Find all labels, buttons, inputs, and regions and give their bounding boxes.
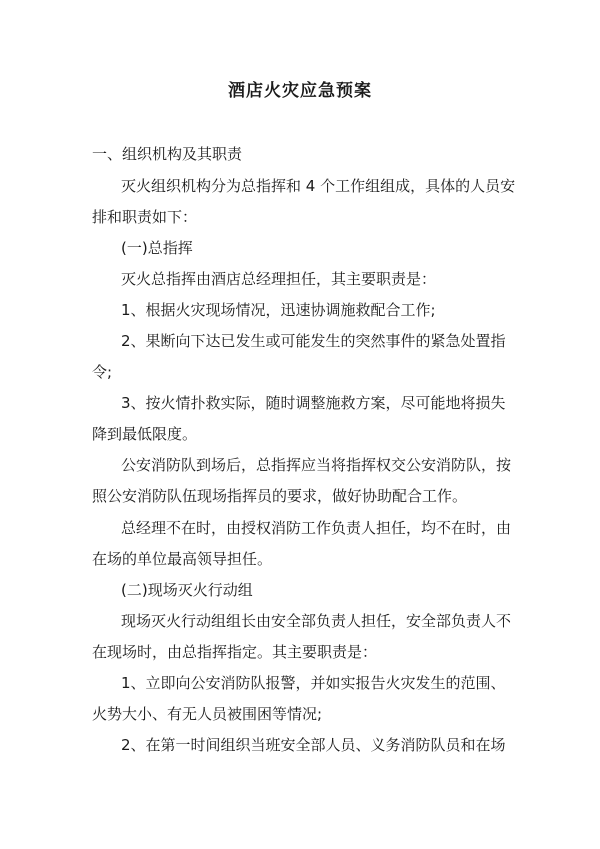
document-title: 酒店火灾应急预案 <box>228 81 372 101</box>
paragraph-line: 火势大小、有无人员被围困等情况; <box>92 705 323 723</box>
paragraph-line: 在现场时，由总指挥指定。其主要职责是： <box>92 643 378 661</box>
subsection-heading: (二)现场灭火行动组 <box>121 581 253 599</box>
section-heading: 一、组织机构及其职责 <box>92 145 243 163</box>
paragraph-line: 现场灭火行动组组长由安全部负责人担任，安全部负责人不 <box>121 612 512 630</box>
paragraph-line: 总经理不在时，由授权消防工作负责人担任，均不在时，由 <box>121 519 512 537</box>
paragraph-line: 在场的单位最高领导担任。 <box>92 550 273 568</box>
paragraph-line: 灭火总指挥由酒店总经理担任，其主要职责是： <box>121 270 437 288</box>
list-item: 2、在第一时间组织当班安全部人员、义务消防队员和在场 <box>121 736 506 754</box>
list-item: 3、按火情扑救实际，随时调整施救方案，尽可能地将损失 <box>121 394 506 412</box>
paragraph-line: 灭火组织机构分为总指挥和 4 个工作组组成，具体的人员安 <box>121 177 516 195</box>
list-item: 2、果断向下达已发生或可能发生的突然事件的紧急处置指 <box>121 332 506 350</box>
list-item: 1、根据火灾现场情况，迅速协调施救配合工作; <box>121 301 436 319</box>
paragraph-line: 令; <box>92 363 113 381</box>
paragraph-line: 降到最低限度。 <box>92 425 198 443</box>
paragraph-line: 照公安消防队伍现场指挥员的要求，做好协助配合工作。 <box>92 487 468 505</box>
subsection-heading: (一)总指挥 <box>121 239 193 257</box>
paragraph-line: 公安消防队到场后，总指挥应当将指挥权交公安消防队，按 <box>121 456 512 474</box>
list-item: 1、立即向公安消防队报警，并如实报告火灾发生的范围、 <box>121 674 506 692</box>
paragraph-line: 排和职责如下： <box>92 208 198 226</box>
